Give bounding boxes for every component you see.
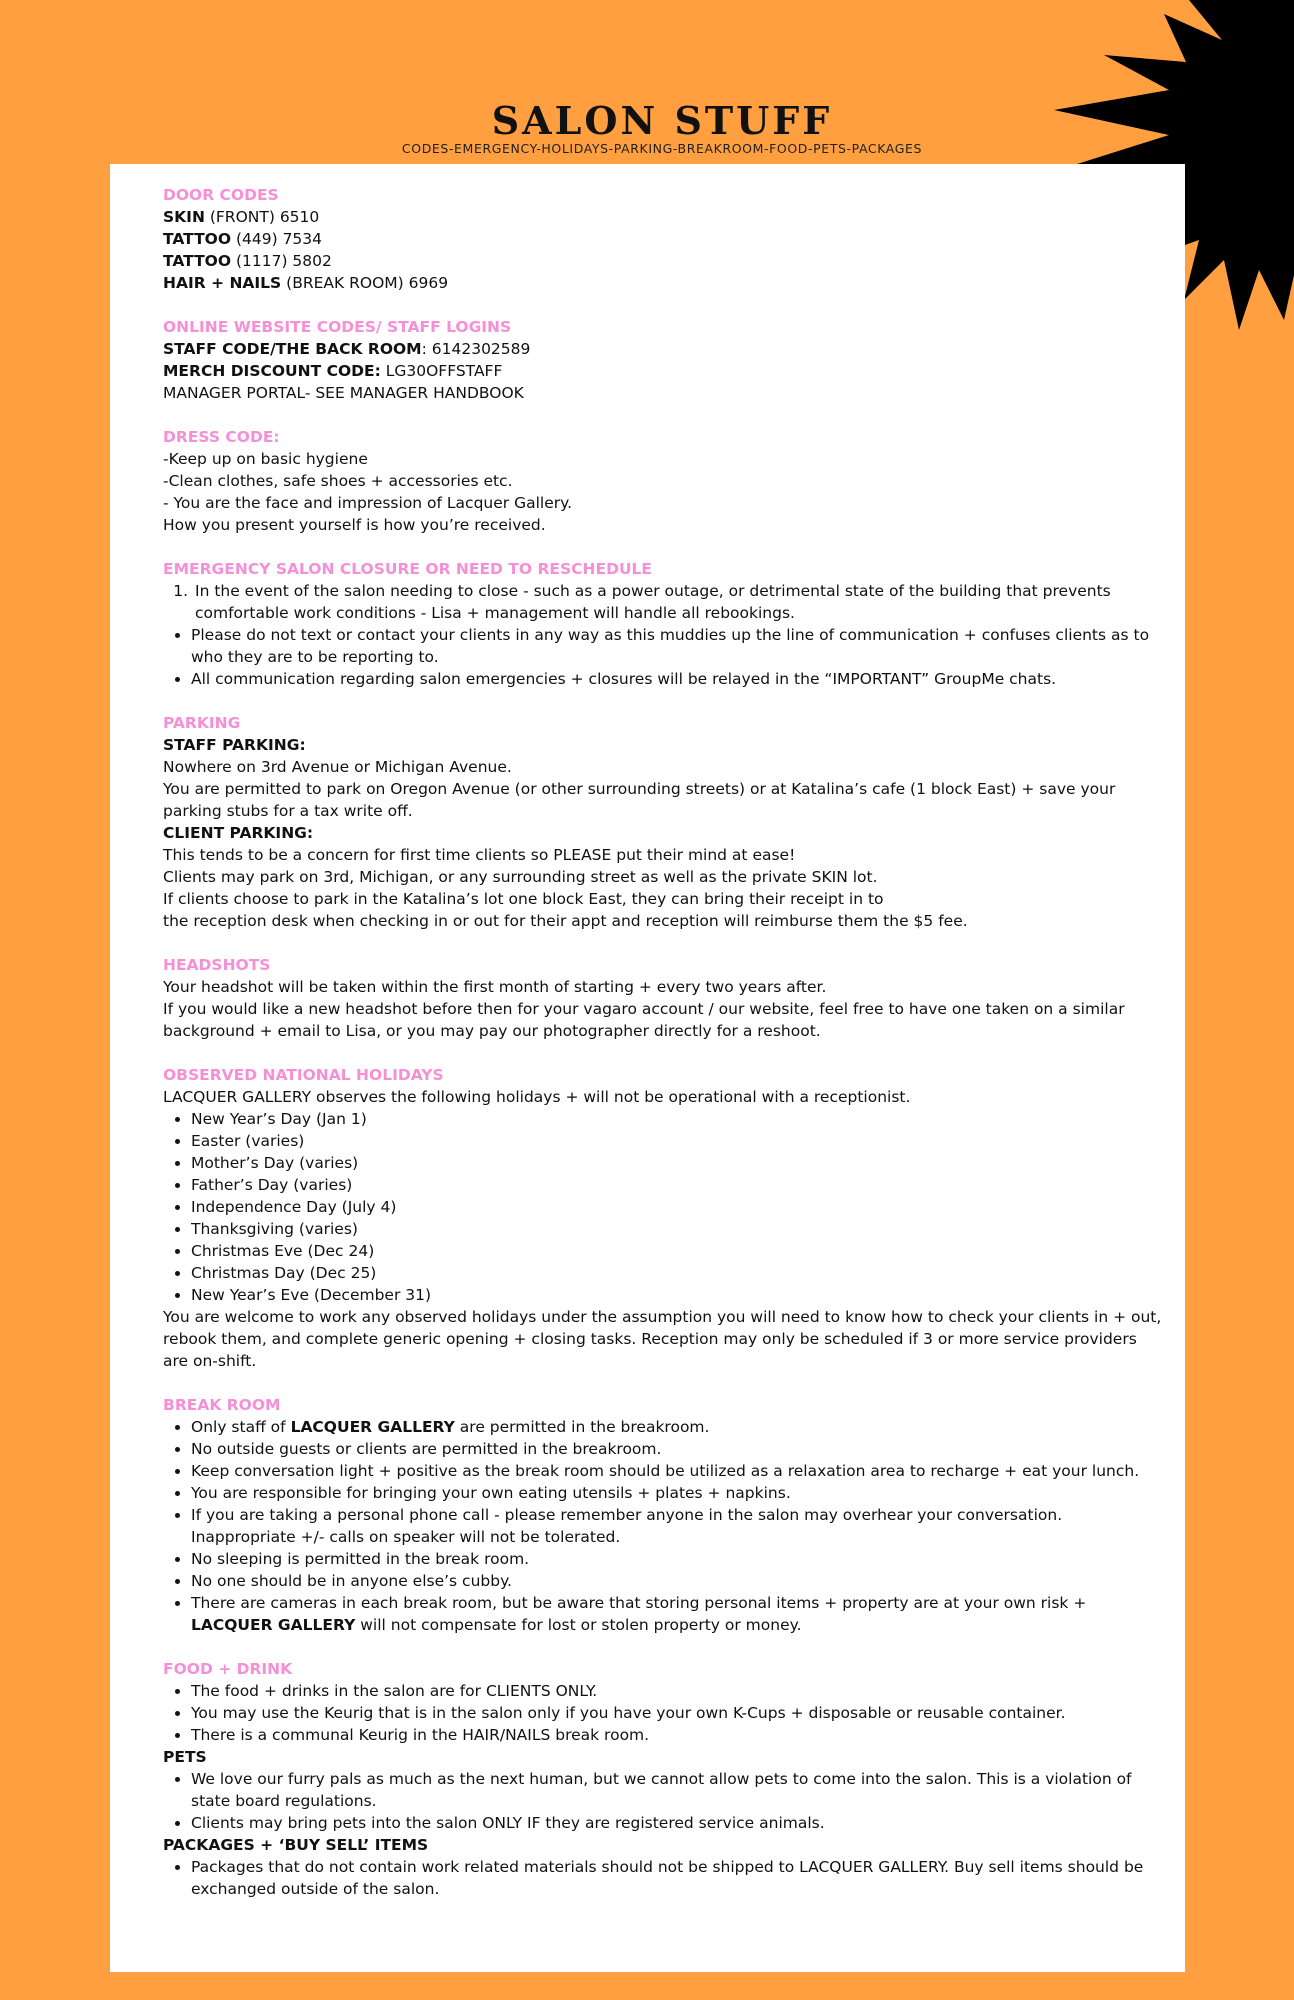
section-door-codes [163, 184, 1163, 294]
text-line: - You are the face and impression of Lacquer Gallery. [163, 494, 572, 512]
section-emergency [163, 558, 1163, 690]
manager-portal-row: MANAGER PORTAL- SEE MANAGER HANDBOOK [163, 384, 524, 402]
list-item: • You may use the Keurig that is in the salon only if you have your own K-Cups + disposable or reusable container. [191, 1702, 1163, 1724]
text-line: Nowhere on 3rd Avenue or Michigan Avenue. [163, 758, 512, 776]
list-item: • Keep conversation light + positive as the break room should be utilized as a relaxation area to recharge + eat your lunch. [191, 1460, 1163, 1482]
list-item: • Thanksgiving (varies) [191, 1218, 1163, 1240]
list-item: • We love our furry pals as much as the next human, but we cannot allow pets to come into the salon. This is a violation of state board regulations. [191, 1768, 1163, 1812]
list-item: • Easter (varies) [191, 1130, 1163, 1152]
section-dress-code [163, 426, 1163, 536]
door-code-row: TATTOO (449) 7534 [163, 230, 323, 248]
text-line: Your headshot will be taken within the first month of starting + every two years after. [163, 978, 827, 996]
text-line: the reception desk when checking in or out for their appt and reception will reimburse them the $5 fee. [163, 912, 968, 930]
list-item: • No outside guests or clients are permitted in the breakroom. [191, 1438, 1163, 1460]
bullet-list [163, 1768, 1163, 1834]
list-item: • Clients may bring pets into the salon ONLY IF they are registered service animals. [191, 1812, 1163, 1834]
page-subtitle: CODES-EMERGENCY-HOLIDAYS-PARKING-BREAKROOM-FOOD-PETS-PACKAGES [401, 141, 923, 156]
text-line: You are permitted to park on Oregon Avenue (or other surrounding streets) or at Katalina’s cafe (1 block East) + save your parking stubs for a tax write off. [163, 780, 1116, 820]
list-item: • No one should be in anyone else’s cubby. [191, 1570, 1163, 1592]
subheading: CLIENT PARKING: [163, 824, 314, 842]
numbered-list [163, 580, 1163, 624]
merch-code-row: MERCH DISCOUNT CODE: LG30OFFSTAFF [163, 362, 503, 380]
list-item: • Please do not text or contact your clients in any way as this muddies up the line of communication + confuses clients as to who they are to be reporting to. [191, 624, 1163, 668]
bullet-list [163, 1856, 1163, 1900]
subheading: STAFF PARKING: [163, 736, 306, 754]
list-item: • Father’s Day (varies) [191, 1174, 1163, 1196]
list-item: • Mother’s Day (varies) [191, 1152, 1163, 1174]
bullet-list [163, 1680, 1163, 1746]
list-item: • Independence Day (July 4) [191, 1196, 1163, 1218]
door-code-row: HAIR + NAILS (BREAK ROOM) 6969 [163, 274, 449, 292]
section-break-room [163, 1394, 1163, 1636]
list-item: • You are responsible for bringing your own eating utensils + plates + napkins. [191, 1482, 1163, 1504]
section-heading: DRESS CODE: [163, 428, 280, 446]
text-line: -Clean clothes, safe shoes + accessories etc. [163, 472, 513, 490]
list-item: • The food + drinks in the salon are for CLIENTS ONLY. [191, 1680, 1163, 1702]
section-heading: BREAK ROOM [163, 1396, 281, 1414]
text-line: Clients may park on 3rd, Michigan, or any surrounding street as well as the private SKIN lot. [163, 868, 878, 886]
section-heading: EMERGENCY SALON CLOSURE OR NEED TO RESCHEDULE [163, 560, 652, 578]
list-item: • There is a communal Keurig in the HAIR/NAILS break room. [191, 1724, 1163, 1746]
text-line: LACQUER GALLERY observes the following holidays + will not be operational with a receptionist. [163, 1088, 911, 1106]
subheading: PACKAGES + ‘BUY SELL’ ITEMS [163, 1836, 429, 1854]
subheading: PETS [163, 1748, 207, 1766]
bullet-list [163, 624, 1163, 690]
text-line: This tends to be a concern for first time clients so PLEASE put their mind at ease! [163, 846, 796, 864]
section-heading: PARKING [163, 714, 241, 732]
content-body [163, 184, 1163, 1922]
holiday-list [163, 1108, 1163, 1306]
list-item: • Only staff of LACQUER GALLERY are permitted in the breakroom. [191, 1416, 1163, 1438]
staff-code-row: STAFF CODE/THE BACK ROOM: 6142302589 [163, 340, 531, 358]
list-item: • Christmas Day (Dec 25) [191, 1262, 1163, 1284]
text-line: -Keep up on basic hygiene [163, 450, 368, 468]
list-item: • New Year’s Day (Jan 1) [191, 1108, 1163, 1130]
list-item: 1. In the event of the salon needing to close - such as a power outage, or detrimental state of the building that prevents comfortable work conditions - Lisa + management will handle all rebookings. [193, 580, 1163, 624]
section-online-codes [163, 316, 1163, 404]
section-food-pets-packages [163, 1658, 1163, 1900]
list-item: • New Year’s Eve (December 31) [191, 1284, 1163, 1306]
door-code-row: SKIN (FRONT) 6510 [163, 208, 320, 226]
text-line: You are welcome to work any observed holidays under the assumption you will need to know how to check your clients in + out, rebook them, and complete generic opening + closing tasks. Reception may only be scheduled if 3 or more service providers are on-shift. [163, 1308, 1162, 1370]
door-code-row: TATTOO (1117) 5802 [163, 252, 332, 270]
section-heading: FOOD + DRINK [163, 1660, 293, 1678]
list-item: • All communication regarding salon emergencies + closures will be relayed in the “IMPORTANT” GroupMe chats. [191, 668, 1163, 690]
bullet-list [163, 1416, 1163, 1636]
section-heading: DOOR CODES [163, 186, 279, 204]
section-parking [163, 712, 1163, 932]
section-heading: OBSERVED NATIONAL HOLIDAYS [163, 1066, 444, 1084]
text-line: If you would like a new headshot before then for your vagaro account / our website, feel free to have one taken on a similar background + email to Lisa, or you may pay our photographer directly for a reshoot. [163, 1000, 1125, 1040]
page-title: SALON STUFF [491, 98, 833, 143]
list-item: • Packages that do not contain work related materials should not be shipped to LACQUER GALLERY. Buy sell items should be exchanged outside of the salon. [191, 1856, 1163, 1900]
list-item: • Christmas Eve (Dec 24) [191, 1240, 1163, 1262]
section-headshots [163, 954, 1163, 1042]
list-item: • No sleeping is permitted in the break room. [191, 1548, 1163, 1570]
section-heading: ONLINE WEBSITE CODES/ STAFF LOGINS [163, 318, 512, 336]
section-heading: HEADSHOTS [163, 956, 271, 974]
list-item: • If you are taking a personal phone call - please remember anyone in the salon may overhear your conversation. Inappropriate +/- calls on speaker will not be tolerated. [191, 1504, 1163, 1548]
section-holidays [163, 1064, 1163, 1372]
content-card [110, 164, 1185, 1972]
text-line: How you present yourself is how you’re received. [163, 516, 546, 534]
list-item: • There are cameras in each break room, but be aware that storing personal items + property are at your own risk + LACQUER GALLERY will not compensate for lost or stolen property or money. [191, 1592, 1163, 1636]
text-line: If clients choose to park in the Katalina’s lot one block East, they can bring their receipt in to [163, 890, 884, 908]
